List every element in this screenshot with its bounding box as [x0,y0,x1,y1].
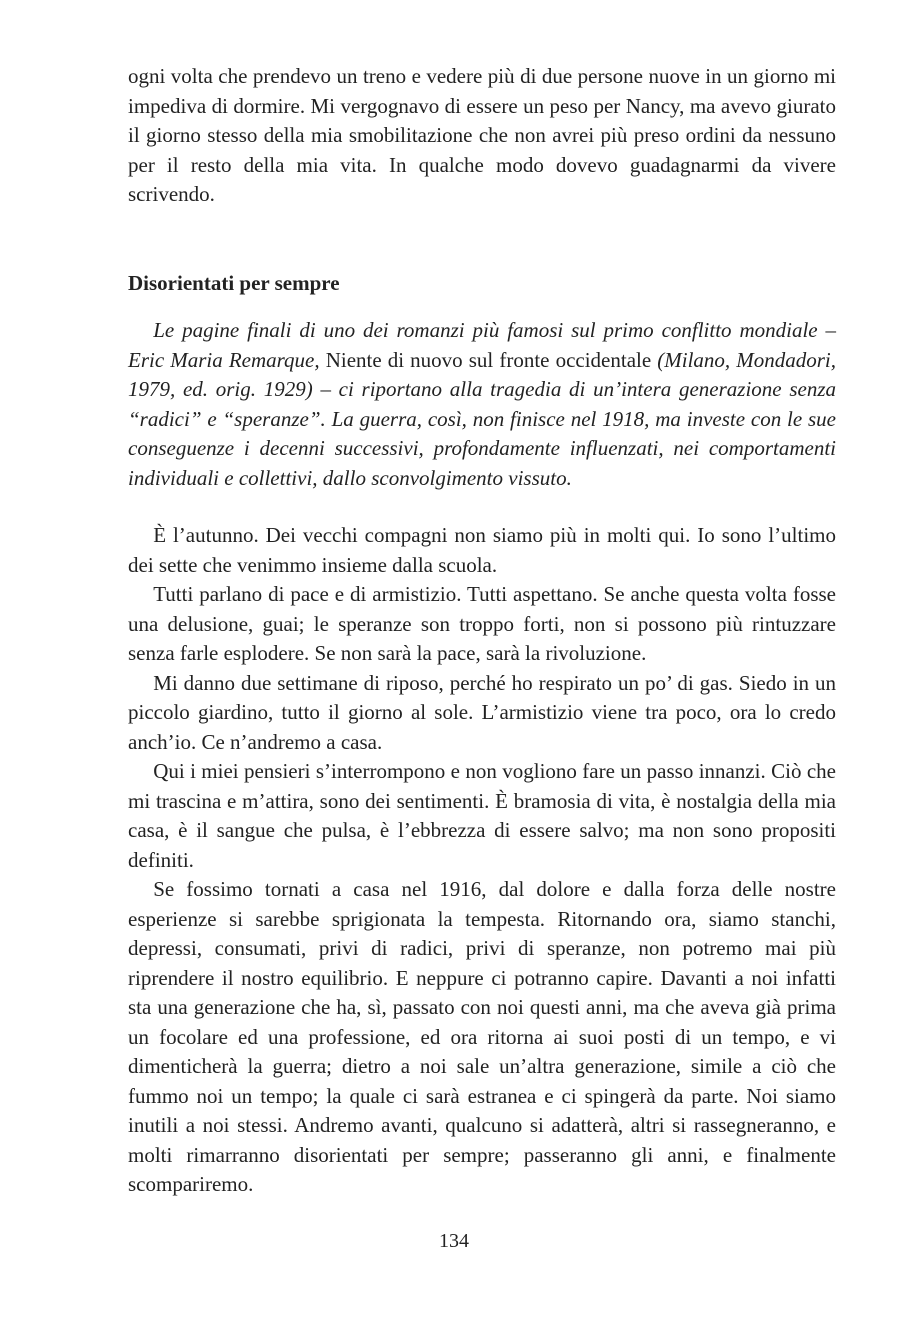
main-text-block [128,521,836,1200]
section-title: Disorientati per sempre [128,271,340,295]
paragraph: È l’autunno. Dei vecchi compagni non siamo più in molti qui. Io sono l’ultimo dei sette che venimmo insieme dalla scuola. [128,523,836,577]
page-number: 134 [439,1230,469,1252]
intro-part-2: (Milano, Mondadori, 1979, ed. orig. 1929) – ci riportano alla tragedia di un’intera generazione senza “radici” e “speranze”. La guerra, così, non finisce nel 1918, ma investe con le sue conseguenze i decenni successivi, profondamente influenzati, nei comportamenti individuali e collettivi, dallo sconvolgimento vissuto. [128,347,837,490]
top-paragraph-block [128,62,836,210]
paragraph: Se fossimo tornati a casa nel 1916, dal dolore e dalla forza delle nostre esperienze si sarebbe sprigionata la tempesta. Ritornando ora, siamo stanchi, depressi, consumati, privi di radici, privi di speranze, non potremo mai più riprendere il nostro equilibrio. E neppure ci potranno capire. Davanti a noi infatti sta una generazione che ha, sì, passato con noi questi anni, ma che aveva già prima un focolare ed una professione, ed ora ritorna ai suoi posti di un tempo, e vi dimenticherà la guerra; dietro a noi sale un’altra generazione, simile a ciò che fummo noi un tempo; la quale ci sarà estranea e ci spingerà da parte. Noi siamo inutili a noi stessi. Andremo avanti, qualcuno si adatterà, altri si rassegneranno, e molti rimarranno disorientati per sempre; passeranno gli anni, e finalmente scompariremo. [128,877,836,1196]
paragraph: Mi danno due settimane di riposo, perché ho respirato un po’ di gas. Siedo in un piccolo giardino, tutto il giorno al sole. L’armistizio viene tra poco, ora lo credo anch’io. Ce n’andremo a casa. [128,670,836,754]
top-paragraph: ogni volta che prendevo un treno e vedere più di due persone nuove in un giorno mi impediva di dormire. Mi vergognavo di essere un peso per Nancy, ma avevo giurato il giorno stesso della mia smobilitazione che non avrei più preso ordini da nessuno per il resto della mia vita. In qualche modo dovevo guadagnarmi da vivere scrivendo. [128,64,836,206]
intro-part-1: Le pagine finali di uno dei romanzi più famosi sul primo conflitto mondiale – Eric Maria Remarque, [128,318,836,372]
intro-text [128,316,836,493]
paragraph: Qui i miei pensieri s’interrompono e non vogliono fare un passo innanzi. Ciò che mi trascina e m’attira, sono dei sentimenti. È bramosia di vita, è nostalgia della mia casa, è il sangue che pulsa, è l’ebbrezza di essere salvo; ma non sono propositi definiti. [128,759,836,872]
paragraph: Tutti parlano di pace e di armistizio. Tutti aspettano. Se anche questa volta fosse una delusione, guai; le speranze son troppo forti, non si possono più rintuzzare senza farle esplodere. Se non sarà la pace, sarà la rivoluzione. [128,582,836,665]
intro-book-title: Niente di nuovo sul fronte occidentale [325,347,652,372]
intro-paragraph [128,316,836,493]
